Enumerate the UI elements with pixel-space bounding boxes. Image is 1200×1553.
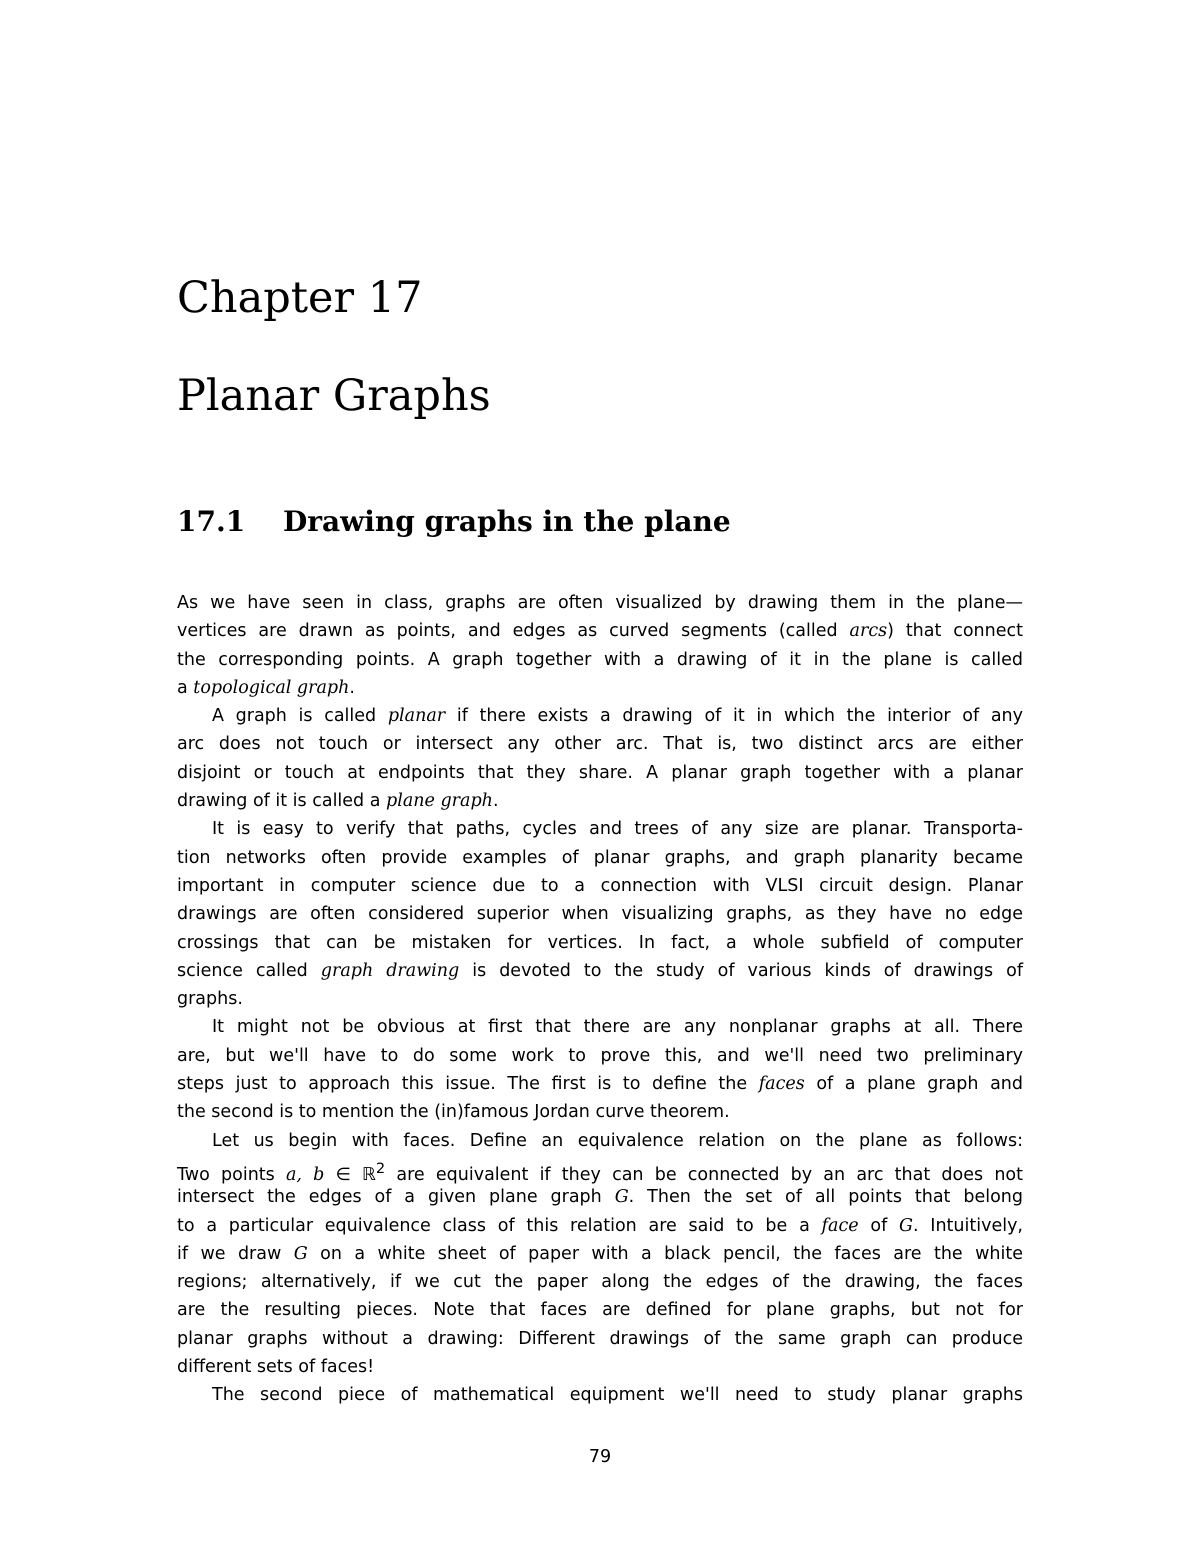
text-span: a xyxy=(177,677,194,698)
math-symbol: ∈ ℝ xyxy=(324,1164,376,1185)
text-span: regions; alternatively, if we cut the paper along the edges of the drawing, the faces xyxy=(177,1272,1023,1293)
text-line xyxy=(177,929,1023,957)
emphasis-term: faces xyxy=(758,1074,805,1095)
text-span: is devoted to the study of various kinds of drawings of xyxy=(459,960,1024,981)
text-line xyxy=(177,1240,1023,1268)
emphasis-term: plane graph xyxy=(386,791,493,812)
emphasis-term: planar xyxy=(387,706,446,727)
emphasis-term: face xyxy=(821,1215,859,1236)
text-line xyxy=(177,759,1023,787)
text-span: crossings that can be mistaken for vertices. In fact, a whole subfield of computer xyxy=(177,932,1023,953)
text-span: are equivalent if they can be connected by an arc that does not xyxy=(385,1164,1023,1185)
text-span: graphs. xyxy=(177,989,243,1010)
text-span: are, but we'll have to do some work to prove this, and we'll need two preliminary xyxy=(177,1045,1023,1066)
text-line xyxy=(177,844,1023,872)
text-span: to a particular equivalence class of this relation are said to be a xyxy=(177,1215,822,1236)
text-line xyxy=(177,646,1023,674)
emphasis-term: graph drawing xyxy=(320,960,460,981)
text-span: disjoint or touch at endpoints that they share. A planar graph together with a planar xyxy=(177,762,1023,783)
section-number: 17.1 xyxy=(177,505,246,538)
text-span: if there exists a drawing of it in which the interior of any xyxy=(445,706,1024,727)
text-span: of a plane graph and xyxy=(804,1074,1024,1095)
text-line xyxy=(177,617,1023,645)
chapter-label: Chapter 17 xyxy=(177,273,423,323)
text-span: . xyxy=(492,791,499,812)
text-line xyxy=(177,957,1023,985)
text-line xyxy=(177,1381,1023,1409)
math-variable: G xyxy=(899,1215,913,1236)
text-span: science called xyxy=(177,960,321,981)
text-line xyxy=(177,674,1023,702)
text-span: As we have seen in class, graphs are often visualized by drawing them in the plane— xyxy=(177,593,1023,613)
text-span: It is easy to verify that paths, cycles and trees of any size are planar. Transporta- xyxy=(212,819,1023,840)
text-span: . Then the set of all points that belong xyxy=(628,1187,1023,1208)
text-span: Let us begin with faces. Define an equivalence relation on the plane as follows: xyxy=(212,1130,1023,1151)
text-span: different sets of faces! xyxy=(177,1357,375,1378)
section-heading xyxy=(177,502,731,542)
emphasis-term: topological graph xyxy=(193,677,350,698)
text-span: drawings are often considered superior when visualizing graphs, as they have no edge xyxy=(177,904,1023,925)
text-span: A graph is called xyxy=(212,706,388,727)
math-variables: a, b xyxy=(285,1164,325,1185)
text-line xyxy=(177,985,1023,1013)
text-span: . Intuitively, xyxy=(912,1215,1023,1236)
text-line xyxy=(177,1098,1023,1126)
math-variable: G xyxy=(614,1187,629,1208)
text-span: vertices are drawn as points, and edges as curved segments (called xyxy=(177,621,850,642)
text-line xyxy=(177,1042,1023,1070)
text-line xyxy=(177,730,1023,758)
text-span: ) that connect xyxy=(887,621,1023,642)
page-number: 79 xyxy=(588,1447,612,1467)
text-span: the corresponding points. A graph together with a drawing of it in the plane is called xyxy=(177,649,1023,670)
text-span: The second piece of mathematical equipment we'll need to study planar graphs xyxy=(212,1385,1023,1406)
text-span: the second is to mention the (in)famous Jordan curve theorem. xyxy=(177,1102,730,1123)
text-span: tion networks often provide examples of planar graphs, and graph planarity became xyxy=(177,847,1023,868)
text-span: are the resulting pieces. Note that faces are defined for plane graphs, but not for xyxy=(177,1300,1023,1321)
text-line xyxy=(177,1183,1023,1211)
text-span: if we draw xyxy=(177,1243,294,1264)
text-line xyxy=(177,589,1023,617)
text-span: steps just to approach this issue. The first is to define the xyxy=(177,1074,759,1095)
math-variable: G xyxy=(293,1243,308,1264)
text-line xyxy=(177,1155,1023,1183)
text-line xyxy=(177,1268,1023,1296)
text-line xyxy=(177,872,1023,900)
text-span: planar graphs without a drawing: Different drawings of the same graph can produce xyxy=(177,1328,1023,1349)
text-line xyxy=(177,1296,1023,1324)
text-span: It might not be obvious at first that there are any nonplanar graphs at all. There xyxy=(212,1017,1023,1038)
emphasis-term: arcs xyxy=(849,621,888,642)
section-title: Drawing graphs in the plane xyxy=(283,505,731,538)
text-line xyxy=(177,1212,1023,1240)
text-line xyxy=(177,900,1023,928)
text-span: drawing of it is called a xyxy=(177,791,387,812)
chapter-title: Planar Graphs xyxy=(177,371,491,421)
math-superscript: 2 xyxy=(375,1159,386,1177)
text-span: . xyxy=(349,677,355,698)
text-line xyxy=(177,1353,1023,1381)
text-line xyxy=(177,1325,1023,1353)
text-span: Two points xyxy=(177,1164,286,1185)
text-span: important in computer science due to a connection with VLSI circuit design. Planar xyxy=(177,875,1023,896)
text-span: on a white sheet of paper with a black pencil, the faces are the white xyxy=(307,1243,1023,1264)
text-line xyxy=(177,815,1023,843)
text-line xyxy=(177,1013,1023,1041)
text-span: arc does not touch or intersect any other arc. That is, two distinct arcs are either xyxy=(177,734,1023,755)
text-span: of xyxy=(858,1215,899,1236)
text-line xyxy=(177,702,1023,730)
text-line xyxy=(177,1127,1023,1155)
text-line xyxy=(177,1070,1023,1098)
text-span: intersect the edges of a given plane graph xyxy=(177,1187,615,1208)
body-text xyxy=(177,589,1023,1410)
text-line xyxy=(177,787,1023,815)
